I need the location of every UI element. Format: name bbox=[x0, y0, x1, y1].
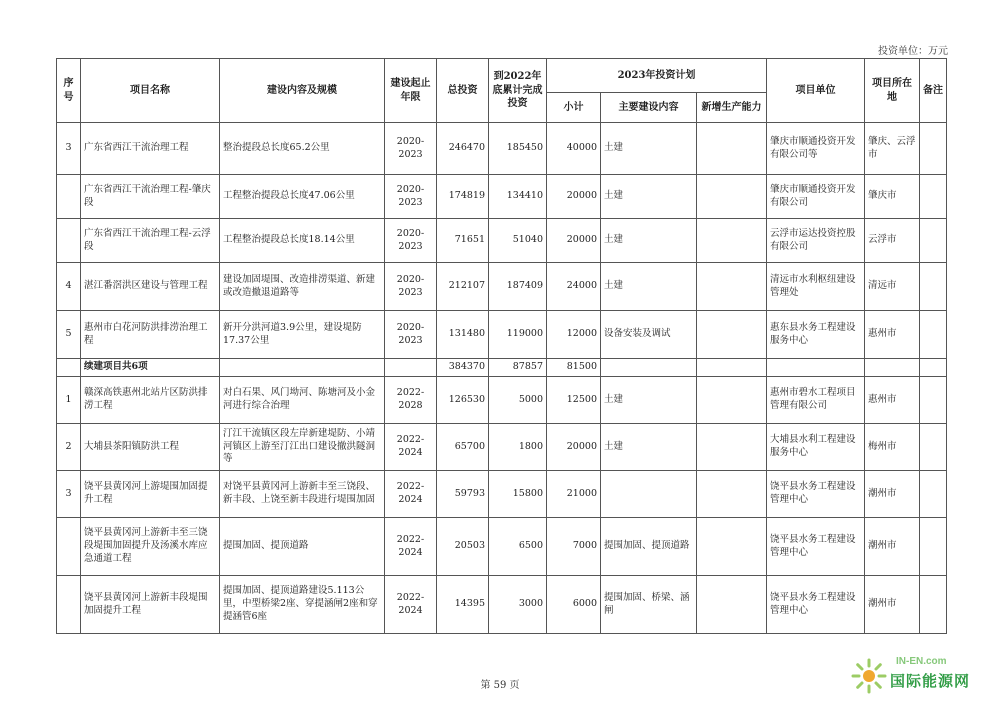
cell-seq bbox=[57, 219, 81, 263]
cell-seq bbox=[57, 576, 81, 634]
cell-name: 广东省西江干流治理工程-云浮段 bbox=[81, 219, 220, 263]
cell-location: 潮州市 bbox=[865, 471, 920, 518]
cell-capacity bbox=[697, 576, 767, 634]
header-completed: 到2022年底累计完成投资 bbox=[489, 59, 547, 123]
cell-main: 设备安装及调试 bbox=[601, 311, 697, 359]
cell-subtotal: 24000 bbox=[547, 263, 601, 311]
cell-location bbox=[865, 359, 920, 377]
cell-period: 2020-2023 bbox=[385, 311, 437, 359]
cell-main: 土建 bbox=[601, 175, 697, 219]
cell-unit bbox=[767, 359, 865, 377]
cell-content: 提围加固、提顶道路 bbox=[220, 518, 385, 576]
cell-unit: 饶平县水务工程建设管理中心 bbox=[767, 518, 865, 576]
cell-period: 2022-2024 bbox=[385, 424, 437, 471]
table-row bbox=[57, 219, 947, 263]
cell-name: 饶平县黄冈河上游新丰段堤围加固提升工程 bbox=[81, 576, 220, 634]
cell-main: 提围加固、桥梁、涵闸 bbox=[601, 576, 697, 634]
cell-location: 梅州市 bbox=[865, 424, 920, 471]
table-row bbox=[57, 471, 947, 518]
table-row bbox=[57, 123, 947, 175]
cell-completed: 1800 bbox=[489, 424, 547, 471]
cell-remark bbox=[920, 377, 947, 424]
cell-remark bbox=[920, 219, 947, 263]
header-new-capacity: 新增生产能力 bbox=[697, 93, 767, 123]
cell-completed: 3000 bbox=[489, 576, 547, 634]
cell-content: 新开分洪河道3.9公里，建设堤防17.37公里 bbox=[220, 311, 385, 359]
cell-period: 2022-2028 bbox=[385, 377, 437, 424]
cell-remark bbox=[920, 175, 947, 219]
cell-completed: 6500 bbox=[489, 518, 547, 576]
cell-period: 2022-2024 bbox=[385, 518, 437, 576]
cell-content: 汀江干流镇区段左岸新建堤防、小靖河镇区上游至汀江出口建设撤洪隧洞等 bbox=[220, 424, 385, 471]
cell-seq bbox=[57, 359, 81, 377]
cell-seq: 5 bbox=[57, 311, 81, 359]
cell-completed: 185450 bbox=[489, 123, 547, 175]
cell-remark bbox=[920, 263, 947, 311]
cell-seq: 3 bbox=[57, 471, 81, 518]
table-row bbox=[57, 377, 947, 424]
cell-capacity bbox=[697, 471, 767, 518]
cell-name: 大埔县茶阳镇防洪工程 bbox=[81, 424, 220, 471]
cell-name: 饶平县黄冈河上游新丰至三饶段堤围加固提升及汤溪水库应急通道工程 bbox=[81, 518, 220, 576]
cell-total: 20503 bbox=[437, 518, 489, 576]
header-name: 项目名称 bbox=[81, 59, 220, 123]
cell-subtotal: 12000 bbox=[547, 311, 601, 359]
cell-name: 饶平县黄冈河上游堤围加固提升工程 bbox=[81, 471, 220, 518]
cell-name: 赣深高铁惠州北站片区防洪排涝工程 bbox=[81, 377, 220, 424]
cell-remark bbox=[920, 123, 947, 175]
cell-content: 提围加固、提顶道路建设5.113公里，中型桥梁2座、穿提涵闸2座和穿提涵管6座 bbox=[220, 576, 385, 634]
cell-capacity bbox=[697, 518, 767, 576]
cell-location: 清远市 bbox=[865, 263, 920, 311]
cell-unit: 惠州市碧水工程项目管理有限公司 bbox=[767, 377, 865, 424]
header-location: 项目所在地 bbox=[865, 59, 920, 123]
cell-remark bbox=[920, 359, 947, 377]
cell-total: 246470 bbox=[437, 123, 489, 175]
cell-completed: 15800 bbox=[489, 471, 547, 518]
sunburst-icon bbox=[850, 657, 888, 695]
cell-location: 惠州市 bbox=[865, 311, 920, 359]
cell-subtotal: 20000 bbox=[547, 424, 601, 471]
cell-capacity bbox=[697, 123, 767, 175]
cell-seq bbox=[57, 518, 81, 576]
summary-total: 384370 bbox=[437, 359, 489, 377]
cell-name: 广东省西江干流治理工程 bbox=[81, 123, 220, 175]
watermark-logo bbox=[850, 656, 990, 696]
cell-unit: 云浮市运达投资控股有限公司 bbox=[767, 219, 865, 263]
table-row bbox=[57, 175, 947, 219]
cell-completed: 134410 bbox=[489, 175, 547, 219]
cell-unit: 饶平县水务工程建设管理中心 bbox=[767, 576, 865, 634]
cell-remark bbox=[920, 518, 947, 576]
cell-total: 65700 bbox=[437, 424, 489, 471]
cell-main: 提围加固、提顶道路 bbox=[601, 518, 697, 576]
cell-period bbox=[385, 359, 437, 377]
page-number: 第 59 页 bbox=[480, 680, 520, 691]
cell-period: 2020-2023 bbox=[385, 263, 437, 311]
cell-content: 建设加固堤围、改造排涝渠道、新建或改造撤退道路等 bbox=[220, 263, 385, 311]
cell-seq: 2 bbox=[57, 424, 81, 471]
cell-total: 71651 bbox=[437, 219, 489, 263]
cell-name: 湛江番滘洪区建设与管理工程 bbox=[81, 263, 220, 311]
cell-unit: 大埔县水利工程建设服务中心 bbox=[767, 424, 865, 471]
cell-period: 2022-2024 bbox=[385, 471, 437, 518]
cell-capacity bbox=[697, 219, 767, 263]
cell-content: 整治提段总长度65.2公里 bbox=[220, 123, 385, 175]
cell-capacity bbox=[697, 377, 767, 424]
summary-subtotal: 81500 bbox=[547, 359, 601, 377]
cell-main: 土建 bbox=[601, 263, 697, 311]
cell-total: 14395 bbox=[437, 576, 489, 634]
cell-unit: 肇庆市顺通投资开发有限公司等 bbox=[767, 123, 865, 175]
summary-row bbox=[57, 359, 947, 377]
cell-capacity bbox=[697, 175, 767, 219]
cell-capacity bbox=[697, 311, 767, 359]
cell-completed: 51040 bbox=[489, 219, 547, 263]
cell-remark bbox=[920, 311, 947, 359]
cell-subtotal: 20000 bbox=[547, 219, 601, 263]
header-main-content: 主要建设内容 bbox=[601, 93, 697, 123]
summary-completed: 87857 bbox=[489, 359, 547, 377]
cell-completed: 5000 bbox=[489, 377, 547, 424]
header-unit: 项目单位 bbox=[767, 59, 865, 123]
watermark-domain: IN-EN.com bbox=[896, 656, 947, 667]
cell-remark bbox=[920, 471, 947, 518]
table-row bbox=[57, 518, 947, 576]
header-total: 总投资 bbox=[437, 59, 489, 123]
cell-unit: 肇庆市顺通投资开发有限公司 bbox=[767, 175, 865, 219]
cell-main bbox=[601, 359, 697, 377]
cell-location: 云浮市 bbox=[865, 219, 920, 263]
cell-unit: 饶平县水务工程建设管理中心 bbox=[767, 471, 865, 518]
cell-total: 174819 bbox=[437, 175, 489, 219]
header-subtotal: 小计 bbox=[547, 93, 601, 123]
cell-subtotal: 40000 bbox=[547, 123, 601, 175]
summary-label: 续建项目共6项 bbox=[81, 359, 220, 377]
header-period: 建设起止年限 bbox=[385, 59, 437, 123]
cell-total: 126530 bbox=[437, 377, 489, 424]
cell-seq: 4 bbox=[57, 263, 81, 311]
cell-content bbox=[220, 359, 385, 377]
cell-completed: 187409 bbox=[489, 263, 547, 311]
cell-remark bbox=[920, 576, 947, 634]
cell-subtotal: 21000 bbox=[547, 471, 601, 518]
table-row bbox=[57, 576, 947, 634]
cell-location: 潮州市 bbox=[865, 576, 920, 634]
table-row bbox=[57, 263, 947, 311]
investment-plan-table bbox=[56, 58, 947, 634]
table-row bbox=[57, 424, 947, 471]
cell-period: 2020-2023 bbox=[385, 175, 437, 219]
cell-seq: 1 bbox=[57, 377, 81, 424]
cell-name: 惠州市白花河防洪排涝治理工程 bbox=[81, 311, 220, 359]
cell-period: 2020-2023 bbox=[385, 123, 437, 175]
header-content: 建设内容及规模 bbox=[220, 59, 385, 123]
cell-seq: 3 bbox=[57, 123, 81, 175]
cell-subtotal: 12500 bbox=[547, 377, 601, 424]
cell-content: 对白石果、风门坳河、陈塘河及小金河进行综合治理 bbox=[220, 377, 385, 424]
cell-subtotal: 7000 bbox=[547, 518, 601, 576]
cell-location: 肇庆市 bbox=[865, 175, 920, 219]
cell-location: 肇庆、云浮市 bbox=[865, 123, 920, 175]
cell-remark bbox=[920, 424, 947, 471]
cell-total: 131480 bbox=[437, 311, 489, 359]
cell-location: 潮州市 bbox=[865, 518, 920, 576]
watermark-name: 国际能源网 bbox=[890, 673, 971, 690]
cell-completed: 119000 bbox=[489, 311, 547, 359]
cell-content: 对饶平县黄冈河上游新丰至三饶段、新丰段、上饶至新丰段进行堤围加固 bbox=[220, 471, 385, 518]
cell-subtotal: 6000 bbox=[547, 576, 601, 634]
investment-unit-label: 投资单位：万元 bbox=[878, 46, 948, 57]
cell-period: 2020-2023 bbox=[385, 219, 437, 263]
header-seq: 序号 bbox=[57, 59, 81, 123]
cell-main: 土建 bbox=[601, 219, 697, 263]
cell-main: 土建 bbox=[601, 123, 697, 175]
cell-period: 2022-2024 bbox=[385, 576, 437, 634]
cell-main: 土建 bbox=[601, 377, 697, 424]
cell-name: 广东省西江干流治理工程-肇庆段 bbox=[81, 175, 220, 219]
cell-content: 工程整治提段总长度18.14公里 bbox=[220, 219, 385, 263]
cell-subtotal: 20000 bbox=[547, 175, 601, 219]
cell-capacity bbox=[697, 359, 767, 377]
table-row bbox=[57, 311, 947, 359]
cell-location: 惠州市 bbox=[865, 377, 920, 424]
header-plan-group: 2023年投资计划 bbox=[547, 59, 767, 93]
cell-unit: 清远市水利枢纽建设管理处 bbox=[767, 263, 865, 311]
cell-main bbox=[601, 471, 697, 518]
cell-seq bbox=[57, 175, 81, 219]
cell-total: 212107 bbox=[437, 263, 489, 311]
cell-capacity bbox=[697, 424, 767, 471]
cell-unit: 惠东县水务工程建设服务中心 bbox=[767, 311, 865, 359]
cell-capacity bbox=[697, 263, 767, 311]
header-remark: 备注 bbox=[920, 59, 947, 123]
cell-content: 工程整治提段总长度47.06公里 bbox=[220, 175, 385, 219]
cell-main: 土建 bbox=[601, 424, 697, 471]
cell-total: 59793 bbox=[437, 471, 489, 518]
